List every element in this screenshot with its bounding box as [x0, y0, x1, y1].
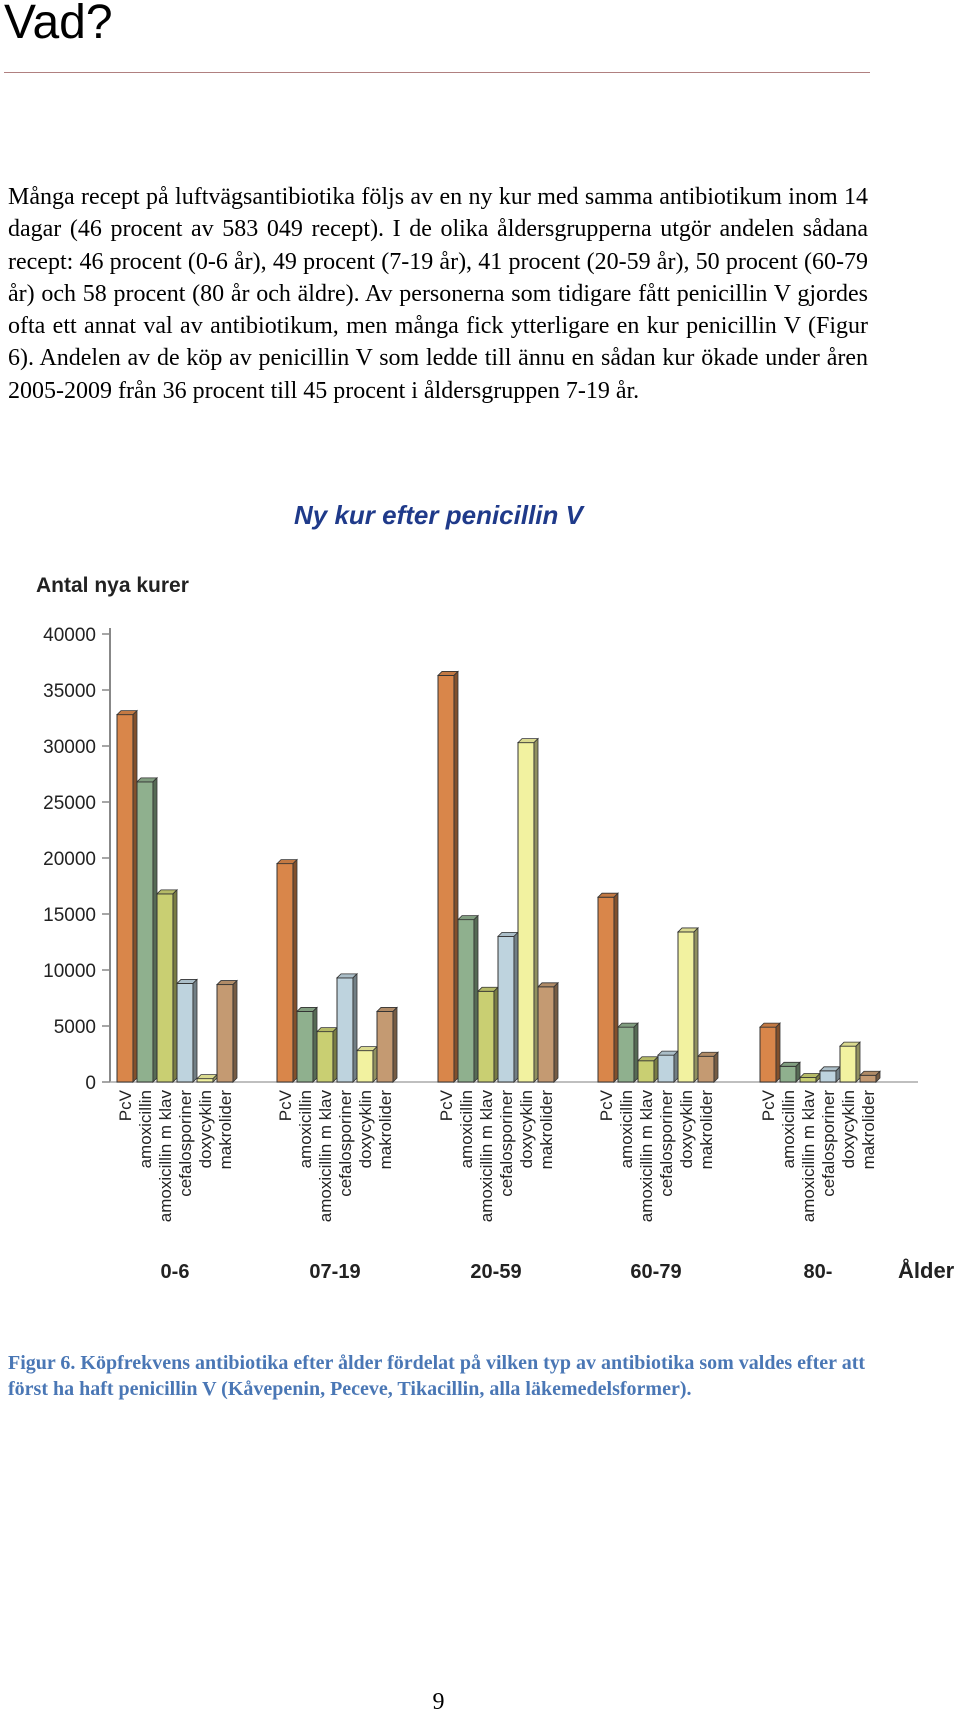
category-label: makrolider	[537, 1090, 556, 1170]
category-label: amoxicillin	[617, 1090, 636, 1169]
bar-side	[796, 1062, 800, 1082]
category-label: PcV	[437, 1090, 456, 1122]
category-label: doxycyklin	[356, 1090, 375, 1169]
bar-chart	[0, 570, 960, 1300]
category-label: amoxicillin	[296, 1090, 315, 1169]
y-tick-label: 10000	[43, 961, 96, 982]
bar	[478, 991, 494, 1082]
figure-caption: Figur 6. Köpfrekvens antibiotika efter ålder fördelat på vilken typ av antibiotika som valdes efter att först ha haft penicillin V (Kåvepenin, Peceve, Tikacillin, alla läkemedelsformer).	[8, 1352, 866, 1400]
bar	[760, 1027, 776, 1082]
bar	[177, 983, 193, 1082]
bar	[538, 987, 554, 1082]
bar-side	[694, 928, 698, 1082]
bar-side	[634, 1023, 638, 1082]
category-label: makrolider	[697, 1090, 716, 1170]
bar-side	[353, 974, 357, 1082]
category-label: amoxicillin	[136, 1090, 155, 1169]
bar-side	[674, 1051, 678, 1082]
bar-side	[494, 987, 498, 1082]
category-label: doxycyklin	[677, 1090, 696, 1169]
age-group-label: 20-59	[470, 1261, 522, 1283]
category-label: makrolider	[376, 1090, 395, 1170]
age-group-label: 60-79	[630, 1261, 682, 1283]
bar	[377, 1011, 393, 1082]
age-group-label: 80-	[803, 1261, 833, 1283]
bar	[337, 978, 353, 1082]
page-heading: Vad?	[4, 0, 113, 49]
category-label: doxycyklin	[839, 1090, 858, 1169]
bar	[820, 1071, 836, 1082]
category-label: amoxicillin m klav	[316, 1090, 335, 1223]
bar-side	[474, 916, 478, 1082]
y-tick-label: 15000	[43, 905, 96, 926]
bar-side	[554, 983, 558, 1082]
bar	[498, 936, 514, 1082]
y-axis-title: Antal nya kurer	[36, 574, 189, 597]
bar-side	[454, 671, 458, 1082]
bar	[217, 985, 233, 1082]
y-tick-label: 25000	[43, 793, 96, 814]
bar-side	[393, 1007, 397, 1082]
bar-side	[776, 1023, 780, 1082]
category-label: cefalosporiner	[657, 1090, 676, 1197]
y-tick-label: 5000	[53, 1017, 96, 1038]
category-label: cefalosporiner	[497, 1090, 516, 1197]
category-label: cefalosporiner	[336, 1090, 355, 1197]
category-label: amoxicillin m klav	[799, 1090, 818, 1223]
bar	[277, 864, 293, 1082]
bar	[800, 1078, 816, 1082]
bar-side	[293, 860, 297, 1082]
bar	[860, 1075, 876, 1082]
category-label: makrolider	[859, 1090, 878, 1170]
bar	[137, 782, 153, 1082]
bar-side	[654, 1057, 658, 1082]
category-label: doxycyklin	[517, 1090, 536, 1169]
bar-side	[233, 981, 237, 1082]
bar	[157, 894, 173, 1082]
y-tick-label: 20000	[43, 849, 96, 870]
bar-side	[373, 1047, 377, 1082]
chart-title: Ny kur efter penicillin V	[294, 500, 583, 530]
heading-divider	[4, 72, 870, 73]
category-label: cefalosporiner	[819, 1090, 838, 1197]
bar	[618, 1027, 634, 1082]
category-label: makrolider	[216, 1090, 235, 1170]
bar	[658, 1055, 674, 1082]
category-label: PcV	[597, 1090, 616, 1122]
bar	[840, 1046, 856, 1082]
bar	[638, 1061, 654, 1082]
age-group-label: 07-19	[309, 1261, 361, 1283]
category-label: PcV	[116, 1090, 135, 1122]
category-label: PcV	[759, 1090, 778, 1122]
bar	[780, 1066, 796, 1082]
category-label: doxycyklin	[196, 1090, 215, 1169]
category-label: PcV	[276, 1090, 295, 1122]
bar-side	[193, 979, 197, 1082]
bar-side	[514, 932, 518, 1082]
bar	[438, 675, 454, 1082]
category-label: amoxicillin	[457, 1090, 476, 1169]
y-tick-label: 40000	[43, 625, 96, 646]
category-label: amoxicillin	[779, 1090, 798, 1169]
category-label: amoxicillin m klav	[637, 1090, 656, 1223]
bar-side	[133, 711, 137, 1082]
bar-side	[714, 1052, 718, 1082]
bar-series	[117, 671, 880, 1082]
bar	[297, 1011, 313, 1082]
x-axis-title: Ålder	[898, 1258, 955, 1283]
category-label: amoxicillin m klav	[156, 1090, 175, 1223]
page-number: 9	[432, 1689, 445, 1715]
bar-side	[856, 1042, 860, 1082]
category-labels	[116, 1089, 878, 1283]
bar-side	[614, 893, 618, 1082]
bar	[357, 1051, 373, 1082]
bar-side	[313, 1007, 317, 1082]
bar	[117, 715, 133, 1082]
category-label: amoxicillin m klav	[477, 1090, 496, 1223]
age-group-label: 0-6	[160, 1261, 190, 1283]
bar	[317, 1032, 333, 1082]
y-tick-label: 35000	[43, 681, 96, 702]
bar	[197, 1079, 213, 1082]
bar	[518, 743, 534, 1082]
category-label: cefalosporiner	[176, 1090, 195, 1197]
bar	[458, 920, 474, 1082]
bar-side	[153, 778, 157, 1082]
body-paragraph: Många recept på luftvägsantibiotika följs av en ny kur med samma antibiotikum inom 14 dagar (46 procent av 583 049 recept). I de olika åldersgrupperna utgör andelen sådana recept: 46 procent (0-6 år), 49 procent (7-19 år), 41 procent (20-59 år), 50 procent (60-79 år) och 58 procent (80 år och äldre). Av personerna som tidigare fått penicillin V gjordes ofta ett annat val av antibiotikum, men många fick ytterligare en kur penicillin V (Figur 6). Andelen av de köp av penicillin V som ledde till ännu en sådan kur ökade under åren 2005-2009 från 36 procent till 45 procent i åldersgruppen 7-19 år.	[8, 184, 868, 404]
y-tick-label: 30000	[43, 737, 96, 758]
bar	[698, 1056, 714, 1082]
bar	[678, 932, 694, 1082]
bar-side	[173, 890, 177, 1082]
bar-side	[534, 739, 538, 1082]
y-tick-label: 0	[85, 1073, 96, 1094]
bar-side	[333, 1028, 337, 1082]
bar	[598, 897, 614, 1082]
